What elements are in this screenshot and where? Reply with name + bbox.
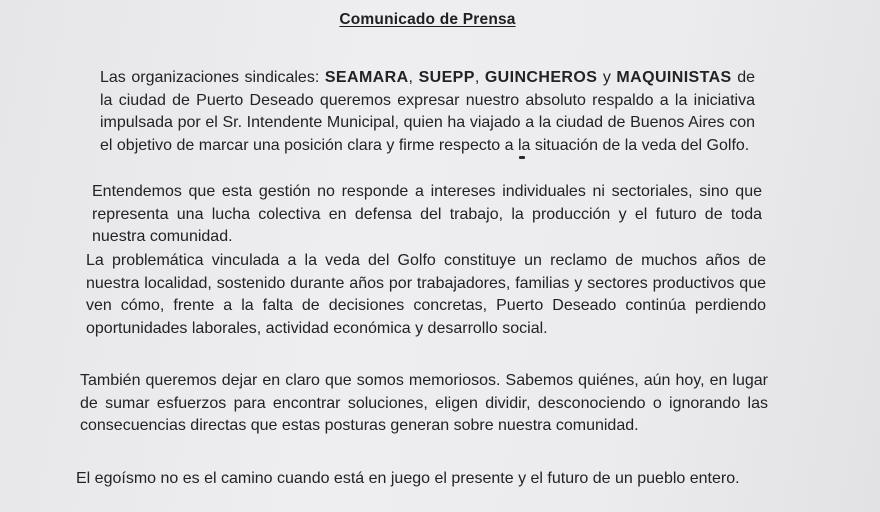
paragraph1-conjunction: y: [597, 69, 617, 86]
document-title: Comunicado de Prensa: [339, 11, 516, 28]
paragraph1-separator-2: ,: [474, 69, 485, 86]
union-name-seamara: SEAMARA: [324, 69, 409, 86]
paragraph-collective-struggle: Entendemos que esta gestión no responde a intereses individuales ni sectoriales, sino que representa una lucha colectiva en defensa del trabajo, la producción y el futuro de toda nuestra comunidad.: [92, 183, 762, 245]
paragraph1-intro: Las organizaciones sindicales:: [100, 69, 325, 86]
paragraph-gulf-ban-problem: La problemática vinculada a la veda del Golfo constituye un reclamo de muchos años de nuestra localidad, sostenido durante años por trabajadores, familias y sectores productivos que ven cómo, frente a la falta de decisiones concretas, Puerto Deseado continúa perdiendo oportunidades laborales, actividad económica y desarrollo social.: [86, 252, 766, 337]
union-name-suepp: SUEPP: [418, 69, 475, 86]
ink-speck: [519, 156, 525, 159]
paragraph-unions-support: [100, 67, 755, 157]
paragraph-we-remember: También queremos dejar en claro que somos memoriosos. Sabemos quiénes, aún hoy, en lugar de sumar esfuerzos para encontrar soluciones, eligen dividir, desconociendo o ignorando las consecuencias directas que estas posturas generan sobre nuestra comunidad.: [80, 372, 768, 434]
union-name-maquinistas: MAQUINISTAS: [616, 69, 732, 86]
paragraph1-body: de la ciudad de Puerto Deseado queremos expresar nuestro absoluto respaldo a la iniciativa impulsada por el Sr. Intendente Municipal, quien ha viajado a la ciudad de Buenos Aires con el objetivo de marcar una posición clara y firme respecto a la situación de la veda del Golfo.: [100, 69, 756, 154]
paragraph1-separator-1: ,: [408, 69, 419, 86]
union-name-guincheros: GUINCHEROS: [484, 69, 598, 86]
paragraph-selfishness: El egoísmo no es el camino cuando está en juego el presente y el futuro de un pueblo entero.: [76, 470, 740, 487]
